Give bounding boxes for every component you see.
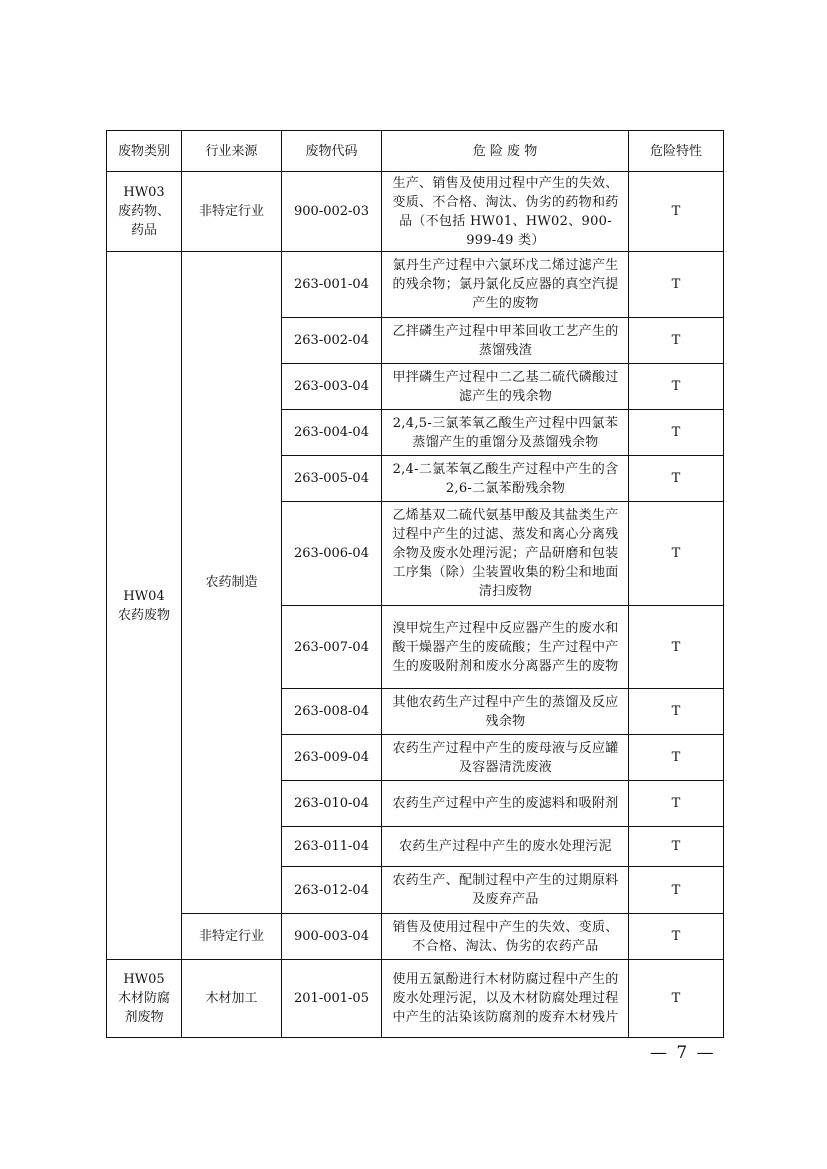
hazard-cell: T: [629, 960, 724, 1038]
code-cell: 263-009-04: [282, 735, 382, 781]
category-name: 木材防腐: [117, 991, 170, 1006]
table-row: [107, 252, 724, 318]
code-cell: 263-008-04: [282, 689, 382, 735]
waste-cell: 2,4,5-三氯苯氧乙酸生产过程中四氯苯蒸馏产生的重馏分及蒸馏残余物: [382, 410, 629, 456]
source-cell: 木材加工: [182, 960, 282, 1038]
waste-cell: 使用五氯酚进行木材防腐过程中产生的废水处理污泥，以及木材防腐处理过程中产生的沾染该防腐剂的废弃木材残片: [382, 960, 629, 1038]
waste-cell: 生产、销售及使用过程中产生的失效、变质、不合格、淘汰、伪劣的药物和药品（不包括 HW01、HW02、900-999-49 类）: [382, 172, 629, 252]
hazard-cell: T: [629, 172, 724, 252]
code-cell: 263-004-04: [282, 410, 382, 456]
waste-cell: 其他农药生产过程中产生的蒸馏及反应残余物: [382, 689, 629, 735]
hazard-cell: T: [629, 364, 724, 410]
category-name: 农药废物: [117, 607, 170, 623]
waste-cell: 氯丹生产过程中六氯环戊二烯过滤产生的残余物；氯丹氯化反应器的真空汽提产生的废物: [382, 252, 629, 318]
hazard-cell: T: [629, 606, 724, 689]
source-cell: 农药制造: [182, 252, 282, 914]
category-code: HW03: [123, 185, 165, 200]
hazard-cell: T: [629, 456, 724, 502]
code-cell: 263-002-04: [282, 318, 382, 364]
hazard-cell: T: [629, 914, 724, 960]
code-cell: 263-007-04: [282, 606, 382, 689]
hazard-cell: T: [629, 735, 724, 781]
waste-cell: 乙烯基双二硫代氨基甲酸及其盐类生产过程中产生的过滤、蒸发和离心分离残余物及废水处理污泥；产品研磨和包装工序集（除）尘装置收集的粉尘和地面清扫废物: [382, 502, 629, 606]
hazard-cell: T: [629, 502, 724, 606]
waste-cell: 乙拌磷生产过程中甲苯回收工艺产生的蒸馏残渣: [382, 318, 629, 364]
page-number: — 7 —: [650, 1043, 716, 1063]
header-code: 废物代码: [282, 131, 382, 172]
waste-cell: 农药生产过程中产生的废母液与反应罐及容器清洗废液: [382, 735, 629, 781]
source-cell: 非特定行业: [182, 914, 282, 960]
category-name: 药品: [130, 223, 157, 238]
category-code: HW04: [123, 588, 165, 604]
table-row: [107, 960, 724, 1038]
code-cell: 263-001-04: [282, 252, 382, 318]
waste-cell: 2,4-二氯苯氧乙酸生产过程中产生的含 2,6-二氯苯酚残余物: [382, 456, 629, 502]
header-source: 行业来源: [182, 131, 282, 172]
code-cell: 263-012-04: [282, 867, 382, 914]
hazard-cell: T: [629, 867, 724, 914]
waste-cell: 销售及使用过程中产生的失效、变质、不合格、淘汰、伪劣的农药产品: [382, 914, 629, 960]
hazard-cell: T: [629, 318, 724, 364]
source-cell: 非特定行业: [182, 172, 282, 252]
code-cell: 263-006-04: [282, 502, 382, 606]
hazardous-waste-table: [106, 130, 724, 1038]
waste-cell: 农药生产过程中产生的废滤料和吸附剂: [382, 781, 629, 827]
hazard-cell: T: [629, 689, 724, 735]
category-name: 剂废物: [124, 1010, 164, 1025]
code-cell: 263-010-04: [282, 781, 382, 827]
waste-cell: 溴甲烷生产过程中反应器产生的废水和酸干燥器产生的废硫酸；生产过程中产生的废吸附剂和废水分离器产生的废物: [382, 606, 629, 689]
code-cell: 263-003-04: [282, 364, 382, 410]
hazard-cell: T: [629, 827, 724, 867]
waste-cell: 农药生产过程中产生的废水处理污泥: [382, 827, 629, 867]
code-cell: 900-003-04: [282, 914, 382, 960]
code-cell: 201-001-05: [282, 960, 382, 1038]
table-header-row: [107, 131, 724, 172]
waste-cell: 甲拌磷生产过程中二乙基二硫代磷酸过滤产生的残余物: [382, 364, 629, 410]
hazard-cell: T: [629, 410, 724, 456]
category-cell-hw04: [107, 252, 182, 960]
header-category: 废物类别: [107, 131, 182, 172]
code-cell: 900-002-03: [282, 172, 382, 252]
hazard-cell: T: [629, 252, 724, 318]
category-name: 废药物、: [117, 204, 170, 219]
code-cell: 263-005-04: [282, 456, 382, 502]
table-row: [107, 914, 724, 960]
header-hazard: 危险特性: [629, 131, 724, 172]
header-waste: 危 险 废 物: [382, 131, 629, 172]
category-cell-hw03: [107, 172, 182, 252]
category-code: HW05: [123, 972, 165, 987]
table-row: [107, 172, 724, 252]
code-cell: 263-011-04: [282, 827, 382, 867]
category-cell-hw05: [107, 960, 182, 1038]
hazard-cell: T: [629, 781, 724, 827]
waste-cell: 农药生产、配制过程中产生的过期原料及废弃产品: [382, 867, 629, 914]
